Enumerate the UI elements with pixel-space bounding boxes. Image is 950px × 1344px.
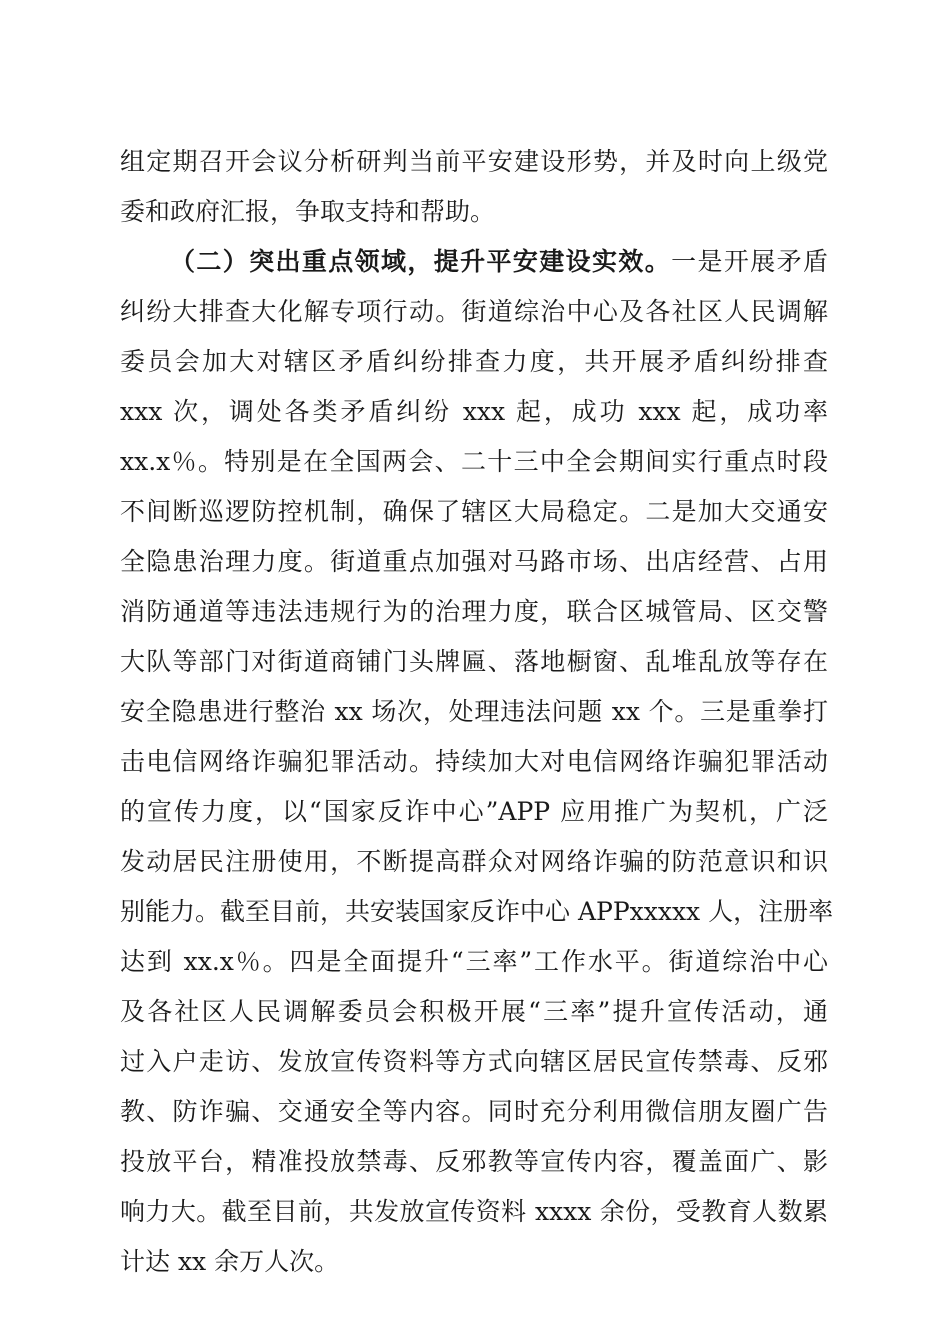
paragraph-line: 大队等部门对街道商铺门头牌匾、落地橱窗、乱堆乱放等存在: [120, 647, 828, 676]
paragraph-line: 不间断巡逻防控机制，确保了辖区大局稳定。二是加大交通安: [120, 497, 828, 526]
paragraph-line: 教、防诈骗、交通安全等内容。同时充分利用微信朋友圈广告: [120, 1097, 828, 1126]
paragraph-line: 的宣传力度，以“国家反诈中心”APP 应用推广为契机，广泛: [120, 797, 828, 826]
paragraph-line: 委和政府汇报，争取支持和帮助。: [120, 197, 496, 226]
paragraph-line: xxx 次，调处各类矛盾纠纷 xxx 起，成功 xxx 起，成功率: [120, 397, 828, 426]
paragraph-line: 委员会加大对辖区矛盾纠纷排查力度，共开展矛盾纠纷排查: [120, 347, 828, 376]
paragraph-line: 投放平台，精准投放禁毒、反邪教等宣传内容，覆盖面广、影: [120, 1147, 828, 1176]
paragraph-line: 安全隐患进行整治 xx 场次，处理违法问题 xx 个。三是重拳打: [120, 697, 828, 726]
paragraph-line: 计达 xx 余万人次。: [120, 1247, 340, 1276]
paragraph-line: 达到 xx.x％。四是全面提升“三率”工作水平。街道综治中心: [120, 947, 828, 976]
paragraph-line: 过入户走访、发放宣传资料等方式向辖区居民宣传禁毒、反邪: [120, 1047, 828, 1076]
paragraph-line: 发动居民注册使用，不断提高群众对网络诈骗的防范意识和识: [120, 847, 828, 876]
paragraph-line: 全隐患治理力度。街道重点加强对马路市场、出店经营、占用: [120, 547, 828, 576]
section-heading-line: [120, 237, 828, 287]
paragraph-line: xx.x％。特别是在全国两会、二十三中全会期间实行重点时段: [120, 447, 828, 476]
paragraph-line: 响力大。截至目前，共发放宣传资料 xxxx 余份，受教育人数累: [120, 1197, 828, 1226]
paragraph-line: 组定期召开会议分析研判当前平安建设形势，并及时向上级党: [120, 147, 828, 176]
paragraph-line: 别能力。截至目前，共安装国家反诈中心 APPxxxxx 人，注册率: [120, 897, 834, 926]
paragraph-line: 纠纷大排查大化解专项行动。街道综治中心及各社区人民调解: [120, 297, 828, 326]
paragraph-line: 消防通道等违法违规行为的治理力度，联合区城管局、区交警: [120, 597, 828, 626]
document-body: [120, 137, 834, 1287]
paragraph-line: 击电信网络诈骗犯罪活动。持续加大对电信网络诈骗犯罪活动: [120, 747, 828, 776]
section-heading: （二）突出重点领域，提升平安建设实效。: [170, 247, 672, 276]
paragraph-line: 及各社区人民调解委员会积极开展“三率”提升宣传活动，通: [120, 997, 828, 1026]
paragraph-text: 一是开展矛盾: [671, 247, 828, 276]
